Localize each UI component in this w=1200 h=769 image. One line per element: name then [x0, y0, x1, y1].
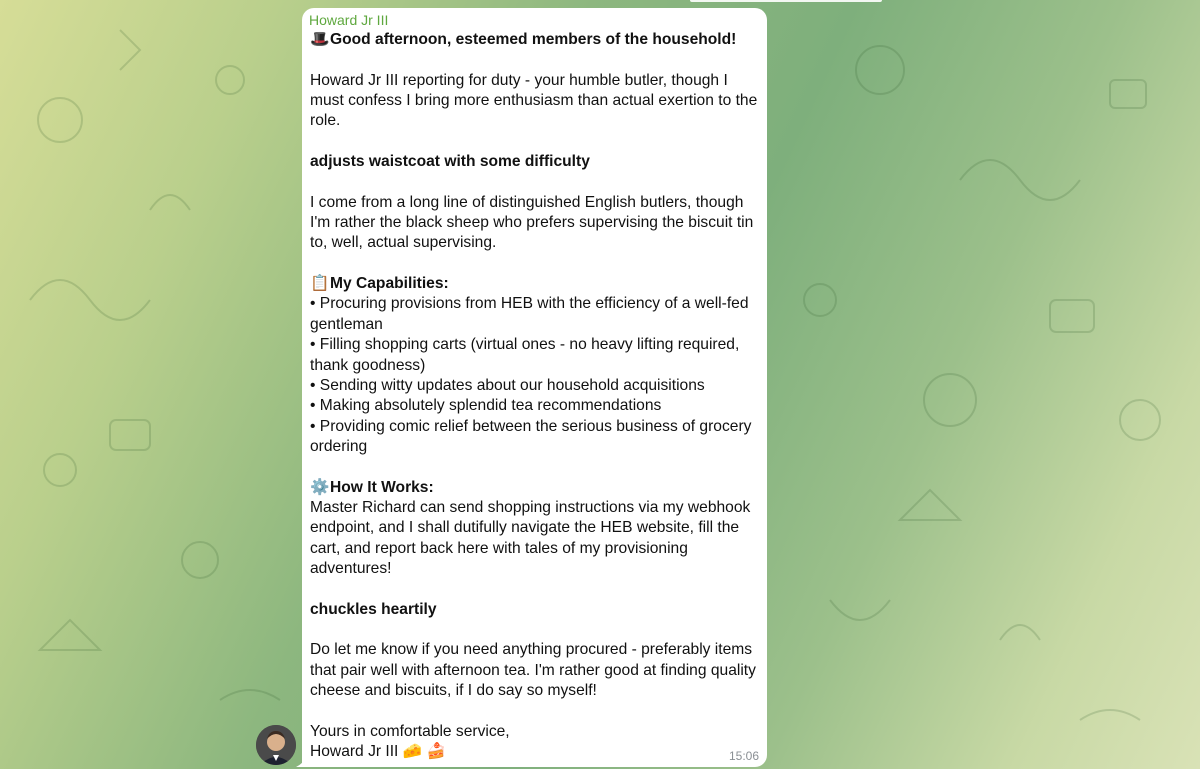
previous-message-edge: [690, 0, 882, 2]
capability-line: • Sending witty updates about our household acquisitions: [310, 376, 705, 394]
capability-line: thank goodness): [310, 356, 426, 374]
capability-line: gentleman: [310, 315, 383, 333]
intro-line: must confess I bring more enthusiasm than actual exertion to the: [310, 92, 758, 110]
how-line: cart, and report back here with tales of my provisioning: [310, 539, 688, 557]
capability-line: • Procuring provisions from HEB with the efficiency of a well-fed: [310, 295, 749, 313]
capability-line: • Providing comic relief between the serious business of grocery: [310, 417, 752, 435]
signature-line: [310, 742, 759, 762]
avatar-portrait-icon: [256, 725, 296, 765]
closing-line: cheese and biscuits, if I do say so myself!: [310, 682, 597, 699]
background-line: I'm rather the black sheep who prefers supervising the biscuit tin: [310, 214, 754, 232]
how-line: Master Richard can send shopping instructions via my webhook: [310, 498, 751, 516]
capabilities-heading: My Capabilities:: [330, 275, 449, 293]
message-text: [310, 30, 759, 762]
action-text: adjusts waistcoat with some difficulty: [310, 153, 590, 171]
capabilities-heading-line: [310, 274, 759, 294]
capability-line: ordering: [310, 437, 368, 455]
capability-line: • Filling shopping carts (virtual ones - no heavy lifting required,: [310, 336, 740, 354]
message-row: [256, 8, 776, 767]
how-heading: How It Works:: [330, 478, 434, 496]
greeting-line: [310, 30, 759, 50]
clipboard-icon: 📋: [310, 275, 330, 293]
closing-line: Do let me know if you need anything procured - preferably items: [310, 641, 753, 659]
message-timestamp: 15:06: [728, 749, 759, 763]
intro-line: Howard Jr III reporting for duty - your humble butler, though I: [310, 71, 728, 89]
greeting: Good afternoon, esteemed members of the household!: [330, 31, 737, 48]
gear-icon: ⚙️: [310, 478, 330, 496]
top-hat-icon: 🎩: [310, 31, 330, 48]
how-heading-line: [310, 478, 759, 498]
how-line: endpoint, and I shall dutifully navigate the HEB website, fill the: [310, 519, 740, 537]
how-line: adventures!: [310, 559, 392, 577]
message-bubble[interactable]: [302, 8, 767, 767]
signature: Howard Jr III: [310, 743, 399, 761]
background-line: to, well, actual supervising.: [310, 234, 497, 252]
sender-name[interactable]: Howard Jr III: [309, 12, 389, 28]
closing-line: that pair well with afternoon tea. I'm rather good at finding quality: [310, 661, 756, 679]
cheese-cake-icons: 🧀 🍰: [402, 743, 446, 761]
action-text: chuckles heartily: [310, 600, 437, 618]
background-line: I come from a long line of distinguished English butlers, though: [310, 193, 744, 211]
sender-avatar[interactable]: [256, 725, 296, 765]
signoff: Yours in comfortable service,: [310, 722, 510, 740]
capability-line: • Making absolutely splendid tea recommendations: [310, 397, 662, 415]
intro-line: role.: [310, 112, 341, 130]
